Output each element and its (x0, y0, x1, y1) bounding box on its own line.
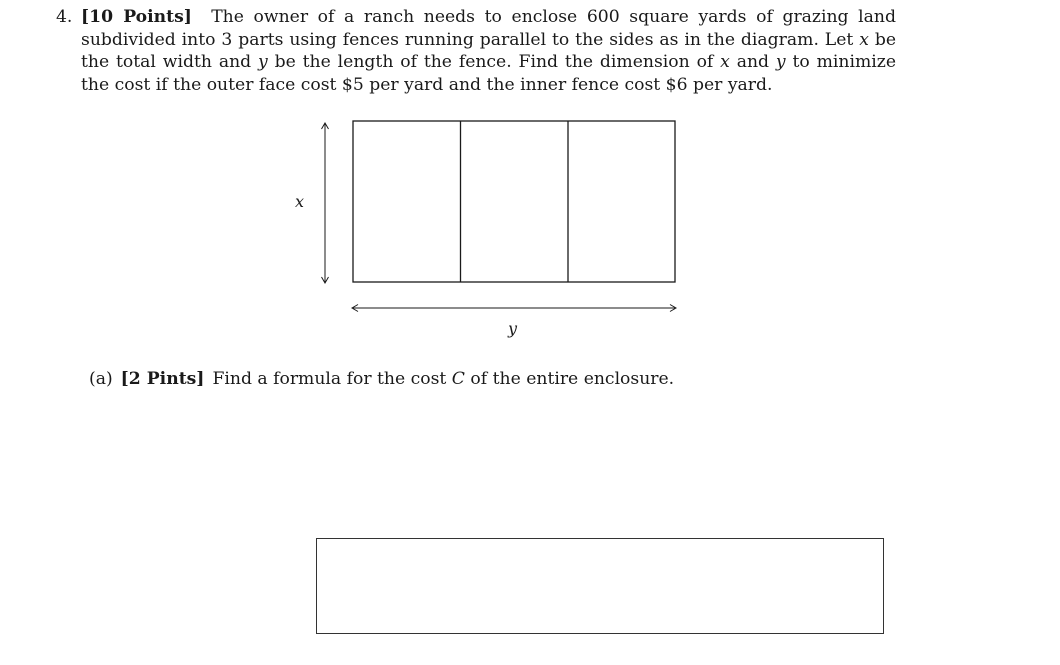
var-y: y (258, 52, 268, 73)
part-a-points: [2 Pints] (120, 369, 205, 389)
problem-text-1: The owner of a ranch needs to enclose 600 square yards of grazing land subdivided into 3 parts using fences running parallel to the sides as in the diagram. Let (81, 7, 896, 50)
var-c: C (451, 369, 465, 389)
problem-text-5: to minimize the cost if the outer face cost $5 per yard and the inner fence cost $6 per yard. (81, 52, 897, 95)
problem-text-2: be the total width and (81, 29, 897, 73)
problem-statement (81, 6, 896, 96)
var-y-2: y (775, 52, 786, 73)
x-dimension-label: x (295, 192, 305, 211)
problem-points: [10 Points] (81, 7, 192, 27)
part-a-text-2: of the entire enclosure. (464, 369, 675, 389)
part-a (89, 368, 674, 390)
part-a-text-1: Find a formula for the cost (212, 369, 452, 389)
var-x-2: x (720, 52, 730, 73)
x-dimension-arrow (322, 123, 329, 283)
enclosure-diagram-svg (280, 112, 700, 352)
y-dimension-arrow (352, 305, 676, 312)
answer-box[interactable] (316, 538, 884, 634)
enclosure-diagram (280, 112, 700, 356)
problem-text-4: and (729, 52, 776, 73)
problem-number: 4. (56, 7, 73, 27)
problem-text-3: be the length of the fence. Find the dimension of (267, 52, 721, 73)
var-x: x (859, 29, 869, 50)
part-a-label: (a) (89, 369, 113, 389)
problem-4 (56, 6, 896, 96)
outer-fence (353, 121, 675, 282)
y-dimension-label: y (508, 319, 518, 338)
